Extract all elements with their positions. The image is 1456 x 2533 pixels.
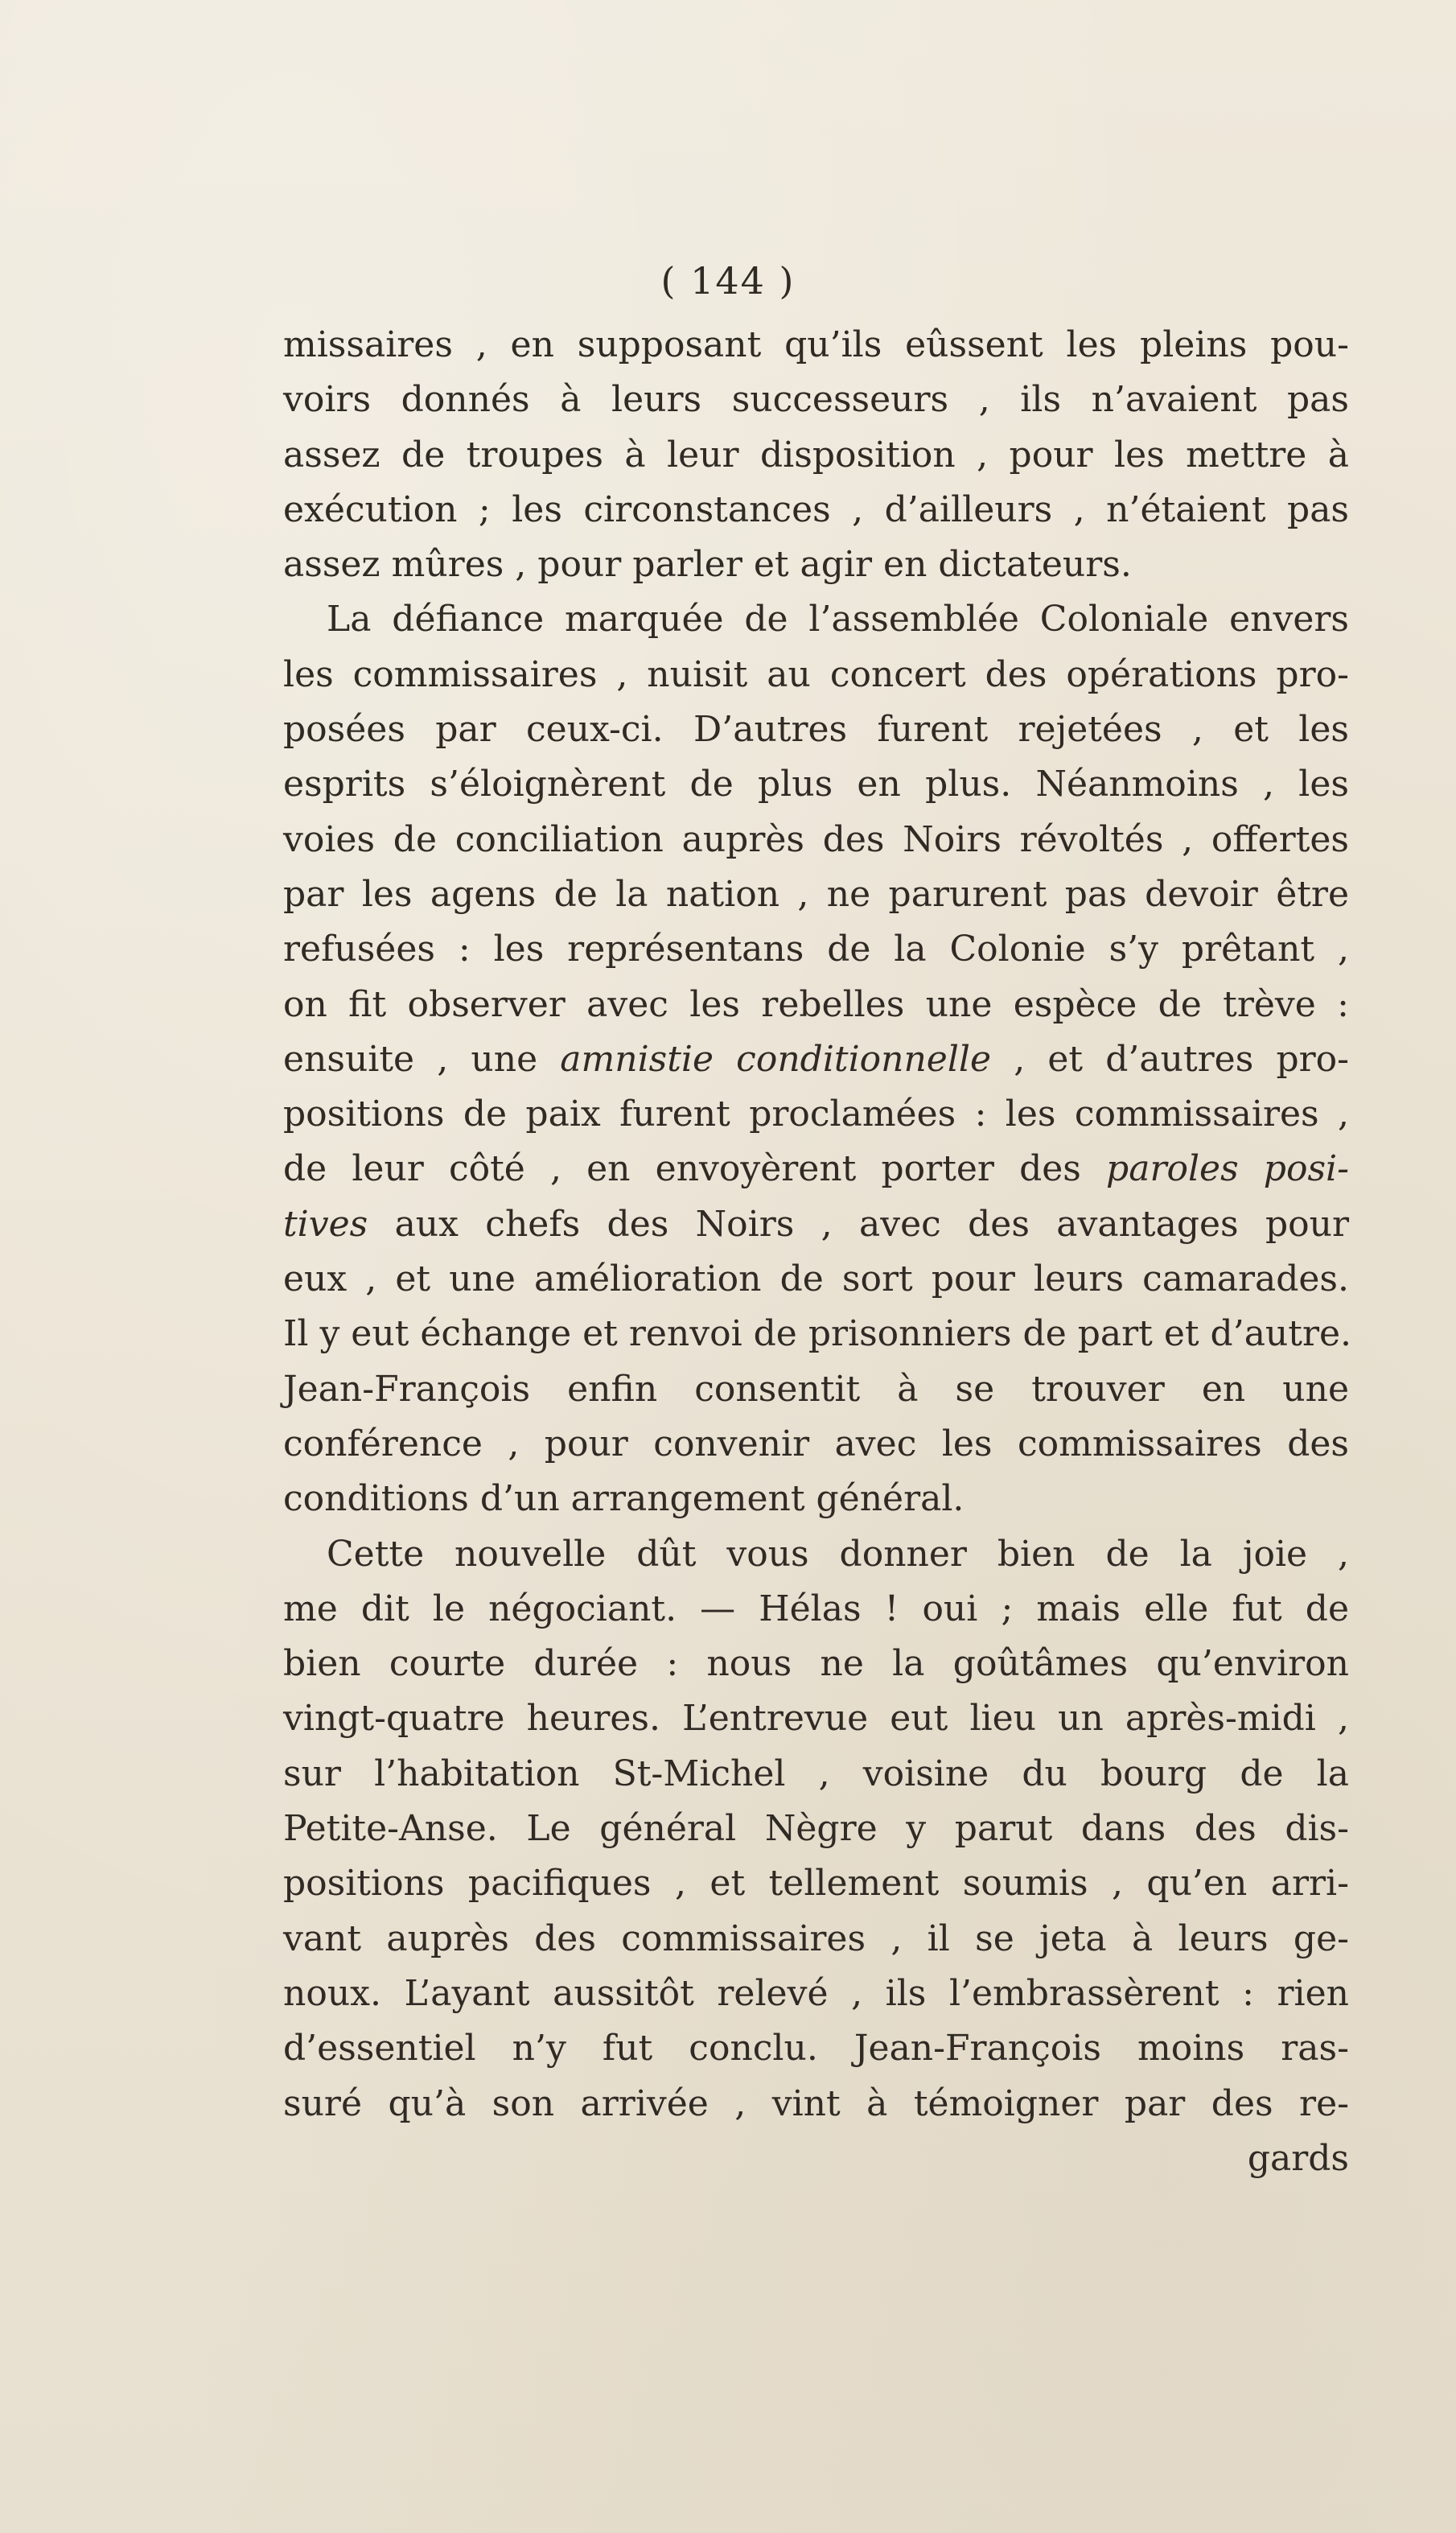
text-line: eux , et une amélioration de sort pour leurs camarades. xyxy=(283,1258,1349,1300)
page-number: ( 144 ) xyxy=(660,259,796,303)
text-line: par les agens de la nation , ne parurent pas devoir être xyxy=(283,873,1349,915)
text-line: voies de conciliation auprès des Noirs révoltés , offertes xyxy=(283,818,1349,860)
text-segment: , et d’autres pro- xyxy=(991,1038,1350,1080)
catchword: gards xyxy=(1247,2137,1349,2179)
text-line: vant auprès des commissaires , il se jeta à leurs ge- xyxy=(283,1917,1349,1959)
text-line: bien courte durée : nous ne la goûtâmes qu’environ xyxy=(283,1643,1349,1685)
text-line: voirs donnés à leurs successeurs , ils n’avaient pas xyxy=(283,379,1349,421)
body-text xyxy=(283,318,1352,2186)
text-line: esprits s’éloignèrent de plus en plus. Néanmoins , les xyxy=(283,764,1349,805)
text-line: sur l’habitation St-Michel , voisine du bourg de la xyxy=(283,1753,1349,1794)
text-line: Cette nouvelle dût vous donner bien de la joie , xyxy=(327,1533,1349,1575)
text-line: les commissaires , nuisit au concert des opérations pro- xyxy=(283,653,1349,695)
text-line: conditions d’un arrangement général. xyxy=(283,1478,964,1520)
text-line: assez de troupes à leur disposition , pour les mettre à xyxy=(283,434,1349,476)
text-segment: aux chefs des Noirs , avec des avantages pour xyxy=(368,1203,1349,1245)
text-line: positions de paix furent proclamées : les commissaires , xyxy=(283,1094,1349,1135)
text-line: me dit le négociant. — Hélas ! oui ; mais elle fut de xyxy=(283,1588,1349,1629)
text-line: missaires , en supposant qu’ils eûssent les pleins pou- xyxy=(283,324,1349,365)
text-line: exécution ; les circonstances , d’ailleurs , n’étaient pas xyxy=(283,488,1349,530)
text-line: Il y eut échange et renvoi de prisonniers de part et d’autre. xyxy=(283,1313,1352,1355)
text-line: noux. L’ayant aussitôt relevé , ils l’embrassèrent : rien xyxy=(283,1972,1349,2014)
text-line xyxy=(283,1032,1349,1087)
italic-phrase: tives xyxy=(283,1203,368,1245)
text-line: vingt-quatre heures. L’entrevue eut lieu un après-midi , xyxy=(283,1698,1349,1740)
text-line: conférence , pour convenir avec les commissaires des xyxy=(283,1423,1349,1464)
text-line: d’essentiel n’y fut conclu. Jean-François moins ras- xyxy=(283,2028,1349,2070)
text-line: positions pacifiques , et tellement soumis , qu’en arri- xyxy=(283,1863,1349,1905)
italic-phrase: amnistie conditionnelle xyxy=(560,1038,992,1080)
text-line: La défiance marquée de l’assemblée Coloniale envers xyxy=(327,599,1349,640)
text-line xyxy=(283,1197,1349,1252)
text-line: assez mûres , pour parler et agir en dictateurs. xyxy=(283,544,1132,586)
text-line: Petite-Anse. Le général Nègre y parut dans des dis- xyxy=(283,1808,1349,1850)
italic-phrase: paroles posi- xyxy=(1106,1148,1349,1190)
text-line: posées par ceux-ci. D’autres furent rejetées , et les xyxy=(283,709,1349,751)
text-line: on fit observer avec les rebelles une espèce de trève : xyxy=(283,983,1349,1025)
text-line: suré qu’à son arrivée , vint à témoigner par des re- xyxy=(283,2082,1349,2124)
text-line: refusées : les représentans de la Colonie s’y prêtant , xyxy=(283,929,1349,970)
text-line xyxy=(283,1142,1349,1196)
text-line: Jean-François enfin consentit à se trouver en une xyxy=(283,1368,1349,1410)
text-segment: de leur côté , en envoyèrent porter des xyxy=(283,1148,1107,1190)
text-segment: ensuite , une xyxy=(283,1038,561,1080)
